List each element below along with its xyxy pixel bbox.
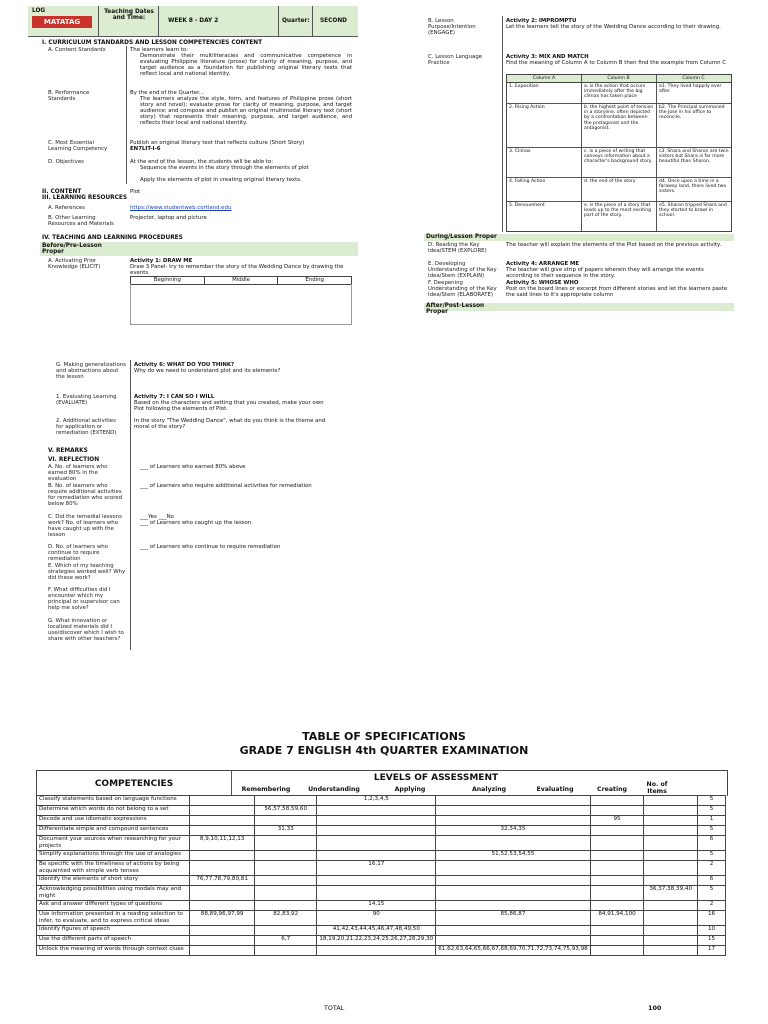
competency-cell: Decode and use idiomatic expressions: [37, 816, 190, 826]
table-cell: [590, 861, 644, 876]
table-cell: 5: [698, 796, 726, 806]
table-cell: [255, 836, 317, 851]
competency-cell: Identify the elements of short story: [37, 876, 190, 886]
reflection-heading: VI. REFLECTION: [48, 457, 100, 463]
other-resources-value: Projector, laptop and picture: [130, 215, 207, 221]
table-cell: [317, 876, 436, 886]
table-row: [37, 901, 726, 911]
table-cell: [436, 901, 590, 911]
quarter-value: SECOND: [320, 18, 347, 24]
table-row: [37, 926, 726, 936]
row-line: [507, 103, 731, 104]
table-cell: [317, 946, 436, 956]
table-row: [37, 806, 726, 816]
col-header-evaluating: Evaluating: [536, 786, 574, 793]
table-cell: [644, 806, 698, 816]
table-row: [37, 861, 726, 876]
competency-cell: Differentiate simple and compound sentences: [37, 826, 190, 836]
table-cell: [255, 886, 317, 901]
header-divider: [98, 6, 99, 36]
table-cell: [590, 936, 644, 946]
table-cell: [255, 946, 317, 956]
activity-2-text: Let the learners tell the story of the Wedding Dance according to their drawing.: [506, 24, 721, 30]
competency-cell: Document your sources when researching for your projects: [37, 836, 190, 851]
activity-7-text: Based on the characters and setting that you created, make your own Plot following the elements of Plot.: [134, 400, 324, 412]
extend-text: In the story "The Wedding Dance", what do you think is the theme and moral of the story?: [134, 418, 326, 430]
table-cell: [190, 826, 255, 836]
competency-cell: Unlock the meaning of words through context clues: [37, 946, 190, 956]
table-cell: [590, 876, 644, 886]
activity-3-text: Find the meaning of Column A to Column B then find the example from Column C: [506, 60, 726, 66]
table-cell: 5: [698, 806, 726, 816]
activity-4-text: The teacher will give strip of papers wherein they will arrange the events according to their sequence in the story.: [506, 267, 704, 279]
column-b-item: b. the highest point of tension in a storyline, often depicted by a confrontation between the protagonist and the antagonist.: [584, 105, 654, 131]
performance-standards-label: B. Performance Standards: [48, 90, 90, 102]
teaching-dates-label: Teaching Dates and Time:: [104, 9, 154, 22]
content-value: Plot: [130, 189, 141, 195]
table-cell: 61,62,63,64,65,66,67,68,69,70,71,72,73,74,75,93,98: [436, 946, 590, 956]
col-line: [581, 75, 582, 231]
table-cell: [644, 901, 698, 911]
table-cell: [317, 851, 436, 861]
references-link[interactable]: https://www.studentweb.cortland.edu: [130, 205, 232, 211]
table-cell: [644, 946, 698, 956]
tos-subtitle: GRADE 7 ENGLISH 4th QUARTER EXAMINATION: [239, 744, 529, 757]
header-divider: [312, 6, 313, 36]
activity-4-title: Activity 4: ARRANGE ME: [506, 261, 580, 267]
table-cell: 82,83,92: [255, 911, 317, 926]
performance-standards-intro: By the end of the Quarter...: [130, 90, 204, 96]
activity-3-title: Activity 3: MIX AND MATCH: [506, 54, 589, 60]
table-cell: [255, 901, 317, 911]
reflection-c-yes-no: ___Yes ___No: [140, 514, 174, 520]
content-standards-text: Demonstrate their multiliteracies and communicative competence in evaluating Philippine literature (prose) for clarity of meaning, purpose, and target audience as a foundation for publishing original literary texts that reflect local and national identity.: [140, 53, 352, 77]
column-b-item: c. is a piece of writing that conveys information about a character's background story.: [584, 149, 653, 165]
table-row: [37, 911, 726, 926]
during-lesson-label: During/Lesson Proper: [426, 234, 497, 240]
table-cell: [317, 806, 436, 816]
table-cell: 5: [698, 826, 726, 836]
table-cell: 16,17: [317, 861, 436, 876]
row-line: [507, 177, 731, 178]
table-cell: [644, 926, 698, 936]
competency-cell: Be specific with the timeliness of actions by being acquainted with simple verb tenses: [37, 861, 190, 876]
reflection-c-label: C. Did the remedial lessons work? No. of learners who have caught up with the lesson: [48, 514, 122, 538]
table-cell: [590, 946, 644, 956]
table-cell: [190, 901, 255, 911]
reflection-b-label: B. No. of learners who require additional activities for remediation who scored below 80%: [48, 483, 123, 507]
reflection-a-label: A. No. of learners who earned 80% in the evaluation: [48, 464, 108, 482]
activity-7-title: Activity 7: I CAN SO I WILL: [134, 394, 215, 400]
column-c-item: a1. They lived happily ever after: [659, 84, 722, 95]
reflection-d-label: D. No. of learners who continue to require remediation: [48, 544, 108, 562]
table-cell: [590, 886, 644, 901]
section-curriculum: I. CURRICULUM STANDARDS AND LESSON COMPETENCIES CONTENT: [42, 40, 263, 46]
column-a-item: 2. Rising Action: [509, 105, 545, 110]
table-cell: [436, 861, 590, 876]
table-row: [37, 936, 726, 946]
activity-6-text: Why do we need to understand plot and its elements?: [134, 368, 281, 374]
melc-code: EN7LIT-I-6: [130, 146, 161, 152]
column-a-header: Column A: [532, 76, 556, 81]
lesson-purpose-label: B. Lesson Purpose/Intention (ENGAGE): [428, 18, 476, 36]
activity-2-title: Activity 2: IMPROMPTU: [506, 18, 577, 24]
tos-table-header: [36, 770, 728, 796]
table-cell: [190, 936, 255, 946]
extend-label: 2. Additional activities for application or remediation (EXTEND): [56, 418, 117, 436]
table-cell: 2: [698, 861, 726, 876]
table-cell: 56,57,58,59,60: [255, 806, 317, 816]
table-cell: [644, 861, 698, 876]
table-cell: 41,42,43,44,45,46,47,48,49,50: [317, 926, 436, 936]
table-cell: [255, 796, 317, 806]
table-cell: [590, 901, 644, 911]
section-content: II. CONTENT: [42, 189, 82, 195]
section-procedures: IV. TEACHING AND LEARNING PROCEDURES: [42, 235, 183, 241]
competency-cell: Determine which words do not belong to a set: [37, 806, 190, 816]
objective-item-1: Sequence the events in the story through the elements of plot: [140, 165, 309, 171]
melc-label: C. Most Essential Learning Competency: [48, 140, 108, 152]
table-cell: [255, 816, 317, 826]
table-cell: [436, 886, 590, 901]
lesson-log-page-3: [46, 350, 356, 652]
table-cell: [590, 806, 644, 816]
levels-header: LEVELS OF ASSESSMENT: [373, 773, 499, 783]
table-cell: [644, 836, 698, 851]
match-table: [506, 74, 732, 232]
competency-cell: Ask and answer different types of questions: [37, 901, 190, 911]
table-cell: 1,2,3,4,5: [317, 796, 436, 806]
table-cell: 2: [698, 901, 726, 911]
column-c-header: Column C: [682, 76, 705, 81]
table-cell: [255, 876, 317, 886]
reflection-c-value: ___ of Learners who caught up the lesson: [140, 520, 252, 526]
panel-middle: Middle: [205, 277, 279, 284]
tos-total-label: TOTAL: [324, 1004, 345, 1012]
lesson-log-page-2: [424, 6, 734, 316]
column-b-item: e. is the piece of a story that leads up to the most exciting part of the story.: [584, 203, 652, 219]
table-row: [37, 876, 726, 886]
section-resources: III. LEARNING RESOURCES: [42, 195, 128, 201]
column-a-item: 1. Exposition: [509, 84, 539, 89]
table-row: [37, 851, 726, 861]
column-a-item: 3. Climax: [509, 149, 531, 154]
table-cell: [644, 796, 698, 806]
reflection-e-label: E. Which of my teaching strategies worked well? Why did these work?: [48, 563, 126, 581]
evaluate-label: 1. Evaluating Learning (EVALUATE): [56, 394, 117, 406]
table-cell: [436, 836, 590, 851]
column-c-item: e5. Sharon tripped Shara and they started to brawl in school.: [659, 203, 727, 219]
column-c-item: c3. Shara and Sharon are twin sisters but Shara is far more beautiful than Sharon.: [659, 149, 729, 165]
table-cell: 6,7: [255, 936, 317, 946]
table-cell: 6: [698, 876, 726, 886]
table-cell: [190, 926, 255, 936]
col-divider: [126, 46, 127, 184]
table-cell: [317, 816, 436, 826]
col-line: [656, 75, 657, 231]
table-cell: [190, 851, 255, 861]
table-cell: 8,9,10,11,12,13: [190, 836, 255, 851]
table-cell: 36,37,38,39,40: [644, 886, 698, 901]
reflection-d-value: ___ of Learners who continue to require remediation: [140, 544, 281, 550]
lesson-log-page-1: [28, 6, 358, 326]
table-cell: 5: [698, 851, 726, 861]
activity-1-title: Activity 1: DRAW ME: [130, 258, 193, 264]
table-row: [37, 796, 726, 806]
table-cell: [436, 796, 590, 806]
activating-label: A. Activating Prior Knowledge (ELICIT): [48, 258, 101, 270]
table-cell: 10: [698, 926, 726, 936]
table-cell: 88,89,96,97,99: [190, 911, 255, 926]
table-row: [37, 946, 726, 956]
table-cell: [644, 936, 698, 946]
competency-cell: Identify figures of speech: [37, 926, 190, 936]
header-line: [231, 771, 232, 796]
table-row: [37, 826, 726, 836]
table-cell: [190, 886, 255, 901]
header-divider: [278, 6, 279, 36]
table-cell: [255, 851, 317, 861]
table-cell: [644, 826, 698, 836]
col-header-remembering: Remembering: [241, 786, 291, 793]
competency-cell: Use the different parts of speech: [37, 936, 190, 946]
table-cell: [644, 876, 698, 886]
performance-standards-text: The learners analyze the style, form, and features of Philippine prose (short story and novel); evaluate prose for clarity of meaning, purpose, and target audience; and compose and publish an original multimodal literary text (short story) that represents their meaning, purpose, and target audience, and reflects their local and national identity.: [140, 96, 352, 126]
table-cell: [436, 926, 590, 936]
key-idea-text: The teacher will explain the elements of the Plot based on the previous activity.: [506, 242, 722, 248]
column-b-header: Column B: [607, 76, 630, 81]
table-cell: 84,91,94,100: [590, 911, 644, 926]
activity-1-text: Draw 3 Panel- try to remember the story of the Wedding Dance by drawing the events.: [130, 264, 344, 276]
table-cell: 6: [698, 836, 726, 851]
reflection-b-value: ___ of Learners who require additional activities for remediation: [140, 483, 312, 489]
table-cell: 76,77,78,79,80,81: [190, 876, 255, 886]
table-cell: [644, 816, 698, 826]
generalization-label: G. Making generalizations and abstractions about the lesson: [56, 362, 126, 380]
competencies-header: COMPETENCIES: [94, 779, 174, 789]
table-cell: [190, 816, 255, 826]
table-cell: [190, 861, 255, 876]
language-practice-label: C. Lesson Language Practice: [428, 54, 483, 66]
table-cell: 90: [317, 911, 436, 926]
before-lesson-label: Before/Pre-Lesson Proper: [42, 243, 102, 256]
explain-label: E. Developing Understanding of the Key Idea/Stem (EXPLAIN): [428, 261, 497, 279]
references-label: A. References: [48, 205, 85, 211]
column-a-item: 4. Falling Action: [509, 179, 546, 184]
objective-item-2: Apply the elements of plot in creating original literary texts.: [140, 177, 302, 183]
table-cell: [590, 926, 644, 936]
activity-5-text: Post on the board lines or excerpt from different stories and let the learners paste the said lines to it's appropriate column: [506, 286, 728, 298]
objectives-label: D. Objectives: [48, 159, 84, 165]
table-cell: [436, 936, 590, 946]
table-cell: 16: [698, 911, 726, 926]
table-cell: [590, 851, 644, 861]
reflection-f-label: F. What difficulties did I encounter which my principal or supervisor can help me solve?: [48, 587, 120, 611]
row-line: [507, 147, 731, 148]
table-cell: [644, 911, 698, 926]
table-cell: 32,34,35: [436, 826, 590, 836]
quarter-label: Quarter:: [282, 18, 310, 24]
col-divider: [130, 360, 131, 650]
table-cell: [317, 826, 436, 836]
table-row: [37, 836, 726, 851]
tos-total-value: 100: [648, 1004, 662, 1012]
table-cell: 85,86,87: [436, 911, 590, 926]
competency-cell: Classify statements based on language functions: [37, 796, 190, 806]
panel-beginning: Beginning: [131, 277, 205, 284]
table-cell: [190, 946, 255, 956]
table-cell: 14,15: [317, 901, 436, 911]
col-divider: [502, 16, 503, 232]
column-b-item: a. is the action that occurs immediately after the big climax has taken place: [584, 84, 646, 100]
col-header-analyzing: Analyzing: [471, 786, 507, 793]
table-cell: 15: [698, 936, 726, 946]
col-header-understanding: Understanding: [308, 786, 360, 793]
table-cell: [190, 806, 255, 816]
competency-cell: Use information presented in a reading selection to infer, to evaluate, and to express critical ideas: [37, 911, 190, 926]
tos-table: [36, 795, 726, 956]
column-a-item: 5. Denouement: [509, 203, 545, 208]
content-standards-intro: The learners learn to:: [130, 47, 189, 53]
table-row: [37, 816, 726, 826]
school-logo: MATATAG: [32, 16, 92, 28]
objectives-intro: At the end of the lesson, the students will be able to:: [130, 159, 274, 165]
activity-6-title: Activity 6: WHAT DO YOU THINK?: [134, 362, 235, 368]
tos-title: TABLE OF SPECIFICATIONS: [302, 730, 466, 743]
header-divider: [158, 6, 159, 36]
header-bottom-rule: [28, 36, 358, 37]
row-line: [507, 201, 731, 202]
table-cell: 5: [698, 886, 726, 901]
table-cell: [590, 826, 644, 836]
content-standards-label: A. Content Standards: [48, 47, 106, 53]
table-cell: [190, 796, 255, 806]
reflection-g-label: G. What innovation or localized materials did I use/discover which I wish to share with other teachers?: [48, 618, 124, 642]
col-header-items: No. of Items: [646, 781, 668, 795]
table-cell: 1: [698, 816, 726, 826]
table-cell: 51,52,53,54,55: [436, 851, 590, 861]
column-c-item: b2. The Principal summoned the Jose in his office to reconcile.: [659, 105, 725, 121]
panel-boxes: [130, 284, 352, 325]
table-row: [37, 886, 726, 901]
table-cell: [590, 796, 644, 806]
key-idea-label: D. Reading the Key Idea/STEM (EXPLORE): [428, 242, 487, 254]
other-resources-label: B. Other Learning Resources and Materials: [48, 215, 114, 227]
column-b-item: d. the end of the story: [584, 179, 636, 184]
week-label: WEEK 8 - DAY 2: [168, 18, 219, 24]
table-cell: [317, 886, 436, 901]
competency-cell: Simplify explanations through the use of analogies: [37, 851, 190, 861]
table-cell: [317, 836, 436, 851]
reflection-a-value: ___ of Learners who earned 80% above: [140, 464, 246, 470]
table-cell: 95: [590, 816, 644, 826]
panel-ending: Ending: [305, 277, 324, 283]
remarks-heading: V. REMARKS: [48, 448, 88, 454]
table-cell: [255, 861, 317, 876]
table-cell: 18,19,20,21,22,23,24,25,26,27,28,29,30: [317, 936, 436, 946]
table-cell: [436, 876, 590, 886]
after-lesson-label: After/Post-Lesson Proper: [426, 303, 485, 316]
table-cell: 31,33: [255, 826, 317, 836]
table-cell: [644, 851, 698, 861]
table-cell: [255, 926, 317, 936]
elaborate-label: F. Deepening Understanding of the Key Idea/Stem (ELABORATE): [428, 280, 497, 298]
table-cell: [590, 836, 644, 851]
activity-5-title: Activity 5: WHOSE WHO: [506, 280, 579, 286]
table-cell: [436, 806, 590, 816]
col-header-creating: Creating: [597, 786, 627, 793]
competency-cell: Acknowledging possibilities using modals may and might: [37, 886, 190, 901]
column-c-item: d4. Once upon a time in a faraway land, there lived two sisters.: [659, 179, 727, 195]
table-cell: 17: [698, 946, 726, 956]
melc-text: Publish an original literary text that reflects culture (Short Story): [130, 140, 305, 146]
log-label: LOG: [32, 8, 46, 14]
col-header-applying: Applying: [394, 786, 426, 793]
table-cell: [436, 816, 590, 826]
